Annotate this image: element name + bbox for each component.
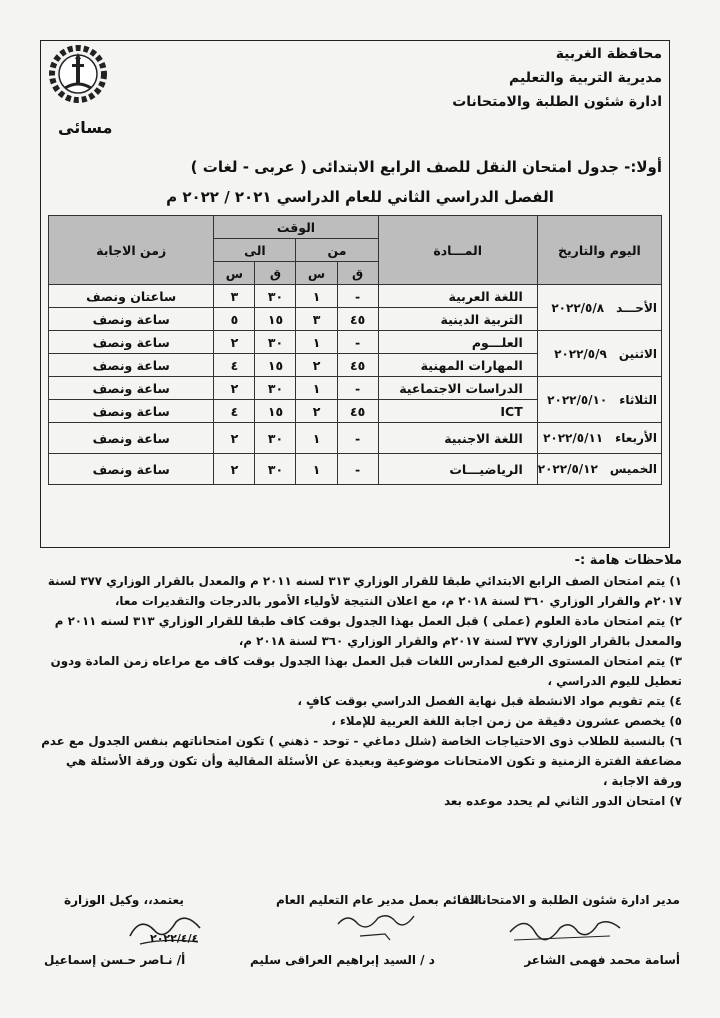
governorate-name: محافظة الغربية [555, 46, 662, 62]
signature-middle-name: د / السيد إبراهيم العراقى سليم [250, 953, 435, 967]
table-row [49, 285, 662, 308]
from-minutes-cell: ٤٥ [337, 354, 378, 377]
note-item: ٥) يخصص عشرون دقيقة من زمن اجابة اللغة العربية للإملاء ، [331, 714, 682, 728]
from-minutes-cell: - [337, 377, 378, 400]
subject-cell: ICT [378, 400, 537, 423]
signature-middle-handwriting [330, 906, 420, 946]
table-row [49, 423, 662, 454]
from-minutes-cell: - [337, 423, 378, 454]
duration-cell: ساعة ونصف [49, 308, 214, 331]
from-hours-cell: ١ [296, 454, 337, 485]
table-row [49, 331, 662, 354]
subject-cell: الدراسات الاجتماعية [378, 377, 537, 400]
to-minutes-cell: ٣٠ [255, 285, 296, 308]
to-hours-cell: ٣ [214, 285, 255, 308]
to-hours-cell: ٢ [214, 454, 255, 485]
exam-date: ٢٠٢٢/٥/١٢ [537, 462, 598, 476]
exam-schedule-table [48, 215, 662, 485]
department-name: ادارة شئون الطلبة والامتحانات [452, 94, 662, 110]
subject-cell: اللغة العربية [378, 285, 537, 308]
subject-cell: المهارات المهنية [378, 354, 537, 377]
header-from-hours: س [296, 262, 337, 285]
exam-date: ٢٠٢٢/٥/١١ [543, 431, 604, 445]
exam-date: ٢٠٢٢/٥/١٠ [547, 392, 608, 407]
signature-left-handwriting [120, 908, 210, 952]
signature-left-date: ٢٠٢٢/٤/٤ [150, 932, 199, 945]
day-date-cell [537, 285, 661, 331]
from-hours-cell: ١ [296, 331, 337, 354]
day-date-cell [537, 331, 661, 377]
from-hours-cell: ١ [296, 423, 337, 454]
duration-cell: ساعة ونصف [49, 331, 214, 354]
to-hours-cell: ٢ [214, 377, 255, 400]
notes-section [40, 551, 682, 811]
signature-middle-title: القائم بعمل مدير عام التعليم العام [276, 893, 479, 907]
to-minutes-cell: ١٥ [255, 308, 296, 331]
governorate-logo [48, 44, 108, 104]
signature-right-title: مدير ادارة شئون الطلبة و الامتحانات [465, 893, 680, 907]
from-minutes-cell: ٤٥ [337, 400, 378, 423]
exam-date: ٢٠٢٢/٥/٨ [551, 300, 605, 315]
subject-cell: العلـــوم [378, 331, 537, 354]
note-item: ٣) يتم امتحان المستوى الرفيع لمدارس اللغات قبل العمل بهذا الجدول بوقت كاف مع مراعاه زمن المادة ودون تعطيل لليوم الدراسي ، [50, 654, 682, 688]
day-name: الخميس [609, 462, 657, 476]
duration-cell: ساعة ونصف [49, 377, 214, 400]
note-item: ٢) يتم امتحان مادة العلوم (عملى ) قبل العمل بهذا الجدول بوقت كاف طبقا للقرار الوزاري ٣١٣ لسنه ٢٠١١ م والمعدل بالقرار الوزاري ٣٧٧ لسنة ٢٠١٧م والقرار الوزاري ٣٦٠ لسنة ٢٠١٨ م، [54, 614, 682, 648]
duration-cell: ساعة ونصف [49, 354, 214, 377]
header-from: من [296, 239, 378, 262]
to-hours-cell: ٥ [214, 308, 255, 331]
to-hours-cell: ٢ [214, 423, 255, 454]
to-minutes-cell: ٣٠ [255, 423, 296, 454]
header-to: الى [214, 239, 296, 262]
note-item: ١) يتم امتحان الصف الرابع الابتدائي طبقا للقرار الوزاري ٣١٣ لسنه ٢٠١١ م والمعدل بالقرار الوزاري ٣٧٧ لسنة ٢٠١٧م والقرار الوزاري ٣٦٠ لسنة ٢٠١٨ م، مع اعلان النتيجة لأولياء الأمور بالدرجات والتقديرات معا، [47, 574, 682, 608]
note-item: ٤) يتم تقويم مواد الانشطة قبل نهاية الفصل الدراسي بوقت كافٍ ، [297, 694, 682, 708]
signature-right-handwriting [500, 910, 630, 950]
from-minutes-cell: - [337, 331, 378, 354]
to-hours-cell: ٢ [214, 331, 255, 354]
directorate-name: مديرية التربية والتعليم [509, 70, 662, 86]
day-date-cell [537, 454, 661, 485]
to-minutes-cell: ١٥ [255, 354, 296, 377]
note-item: ٧) امتحان الدور الثاني لم يحدد موعده بعد [444, 794, 682, 808]
from-hours-cell: ٢ [296, 400, 337, 423]
from-hours-cell: ١ [296, 285, 337, 308]
from-minutes-cell: - [337, 285, 378, 308]
header-duration: زمن الاجابة [49, 216, 214, 285]
table-row [49, 377, 662, 400]
from-hours-cell: ٣ [296, 308, 337, 331]
duration-cell: ساعة ونصف [49, 423, 214, 454]
shift-label: مسائى [58, 118, 113, 137]
day-name: الأحـــد [616, 300, 657, 315]
schedule-subtitle: الفصل الدراسي الثاني للعام الدراسي ٢٠٢١ / ٢٠٢٢ م [166, 188, 554, 206]
notes-heading: ملاحظات هامة :- [574, 553, 682, 568]
header-from-minutes: ق [337, 262, 378, 285]
duration-cell: ساعتان ونصف [49, 285, 214, 308]
to-minutes-cell: ٣٠ [255, 377, 296, 400]
from-minutes-cell: ٤٥ [337, 308, 378, 331]
to-minutes-cell: ٣٠ [255, 331, 296, 354]
schedule-body [49, 285, 662, 485]
table-row [49, 454, 662, 485]
to-minutes-cell: ١٥ [255, 400, 296, 423]
day-date-cell [537, 423, 661, 454]
header-to-minutes: ق [255, 262, 296, 285]
duration-cell: ساعة ونصف [49, 400, 214, 423]
signature-left-title: يعتمد،، وكيل الوزارة [64, 893, 184, 907]
day-name: الثلاثاء [619, 392, 657, 407]
day-name: الاثنين [618, 346, 657, 361]
day-name: الأربعاء [615, 431, 657, 445]
subject-cell: التربية الدينية [378, 308, 537, 331]
exam-date: ٢٠٢٢/٥/٩ [554, 346, 607, 361]
subject-cell: الرياضيـــات [378, 454, 537, 485]
signature-right-name: أسامة محمد فهمى الشاعر [524, 953, 680, 967]
header-subject: المـــادة [378, 216, 537, 285]
schedule-title: أولا:- جدول امتحان النقل للصف الرابع الابتدائى ( عربى - لغات ) [190, 158, 662, 176]
header-to-hours: س [214, 262, 255, 285]
header-time: الوقت [214, 216, 378, 239]
header-day-date: اليوم والتاريخ [537, 216, 661, 285]
day-date-cell [537, 377, 661, 423]
from-hours-cell: ٢ [296, 354, 337, 377]
to-hours-cell: ٤ [214, 400, 255, 423]
from-minutes-cell: - [337, 454, 378, 485]
from-hours-cell: ١ [296, 377, 337, 400]
to-minutes-cell: ٣٠ [255, 454, 296, 485]
subject-cell: اللغة الاجنبية [378, 423, 537, 454]
to-hours-cell: ٤ [214, 354, 255, 377]
duration-cell: ساعة ونصف [49, 454, 214, 485]
signature-left-name: أ/ نـاصر حـسن إسماعيل [44, 953, 186, 967]
note-item: ٦) بالنسبة للطلاب ذوى الاحتياجات الخاصة (شلل دماغي - توحد - ذهني ) تكون امتحاناتهم بنفس الجدول مع عدم مضاعفة الفترة الزمنية و تكون الامتحانات موضوعية وبعيدة عن الأسئلة المقالية وأن تكون ورقة الأسئلة هي ورقة الاجابة ، [41, 734, 682, 788]
